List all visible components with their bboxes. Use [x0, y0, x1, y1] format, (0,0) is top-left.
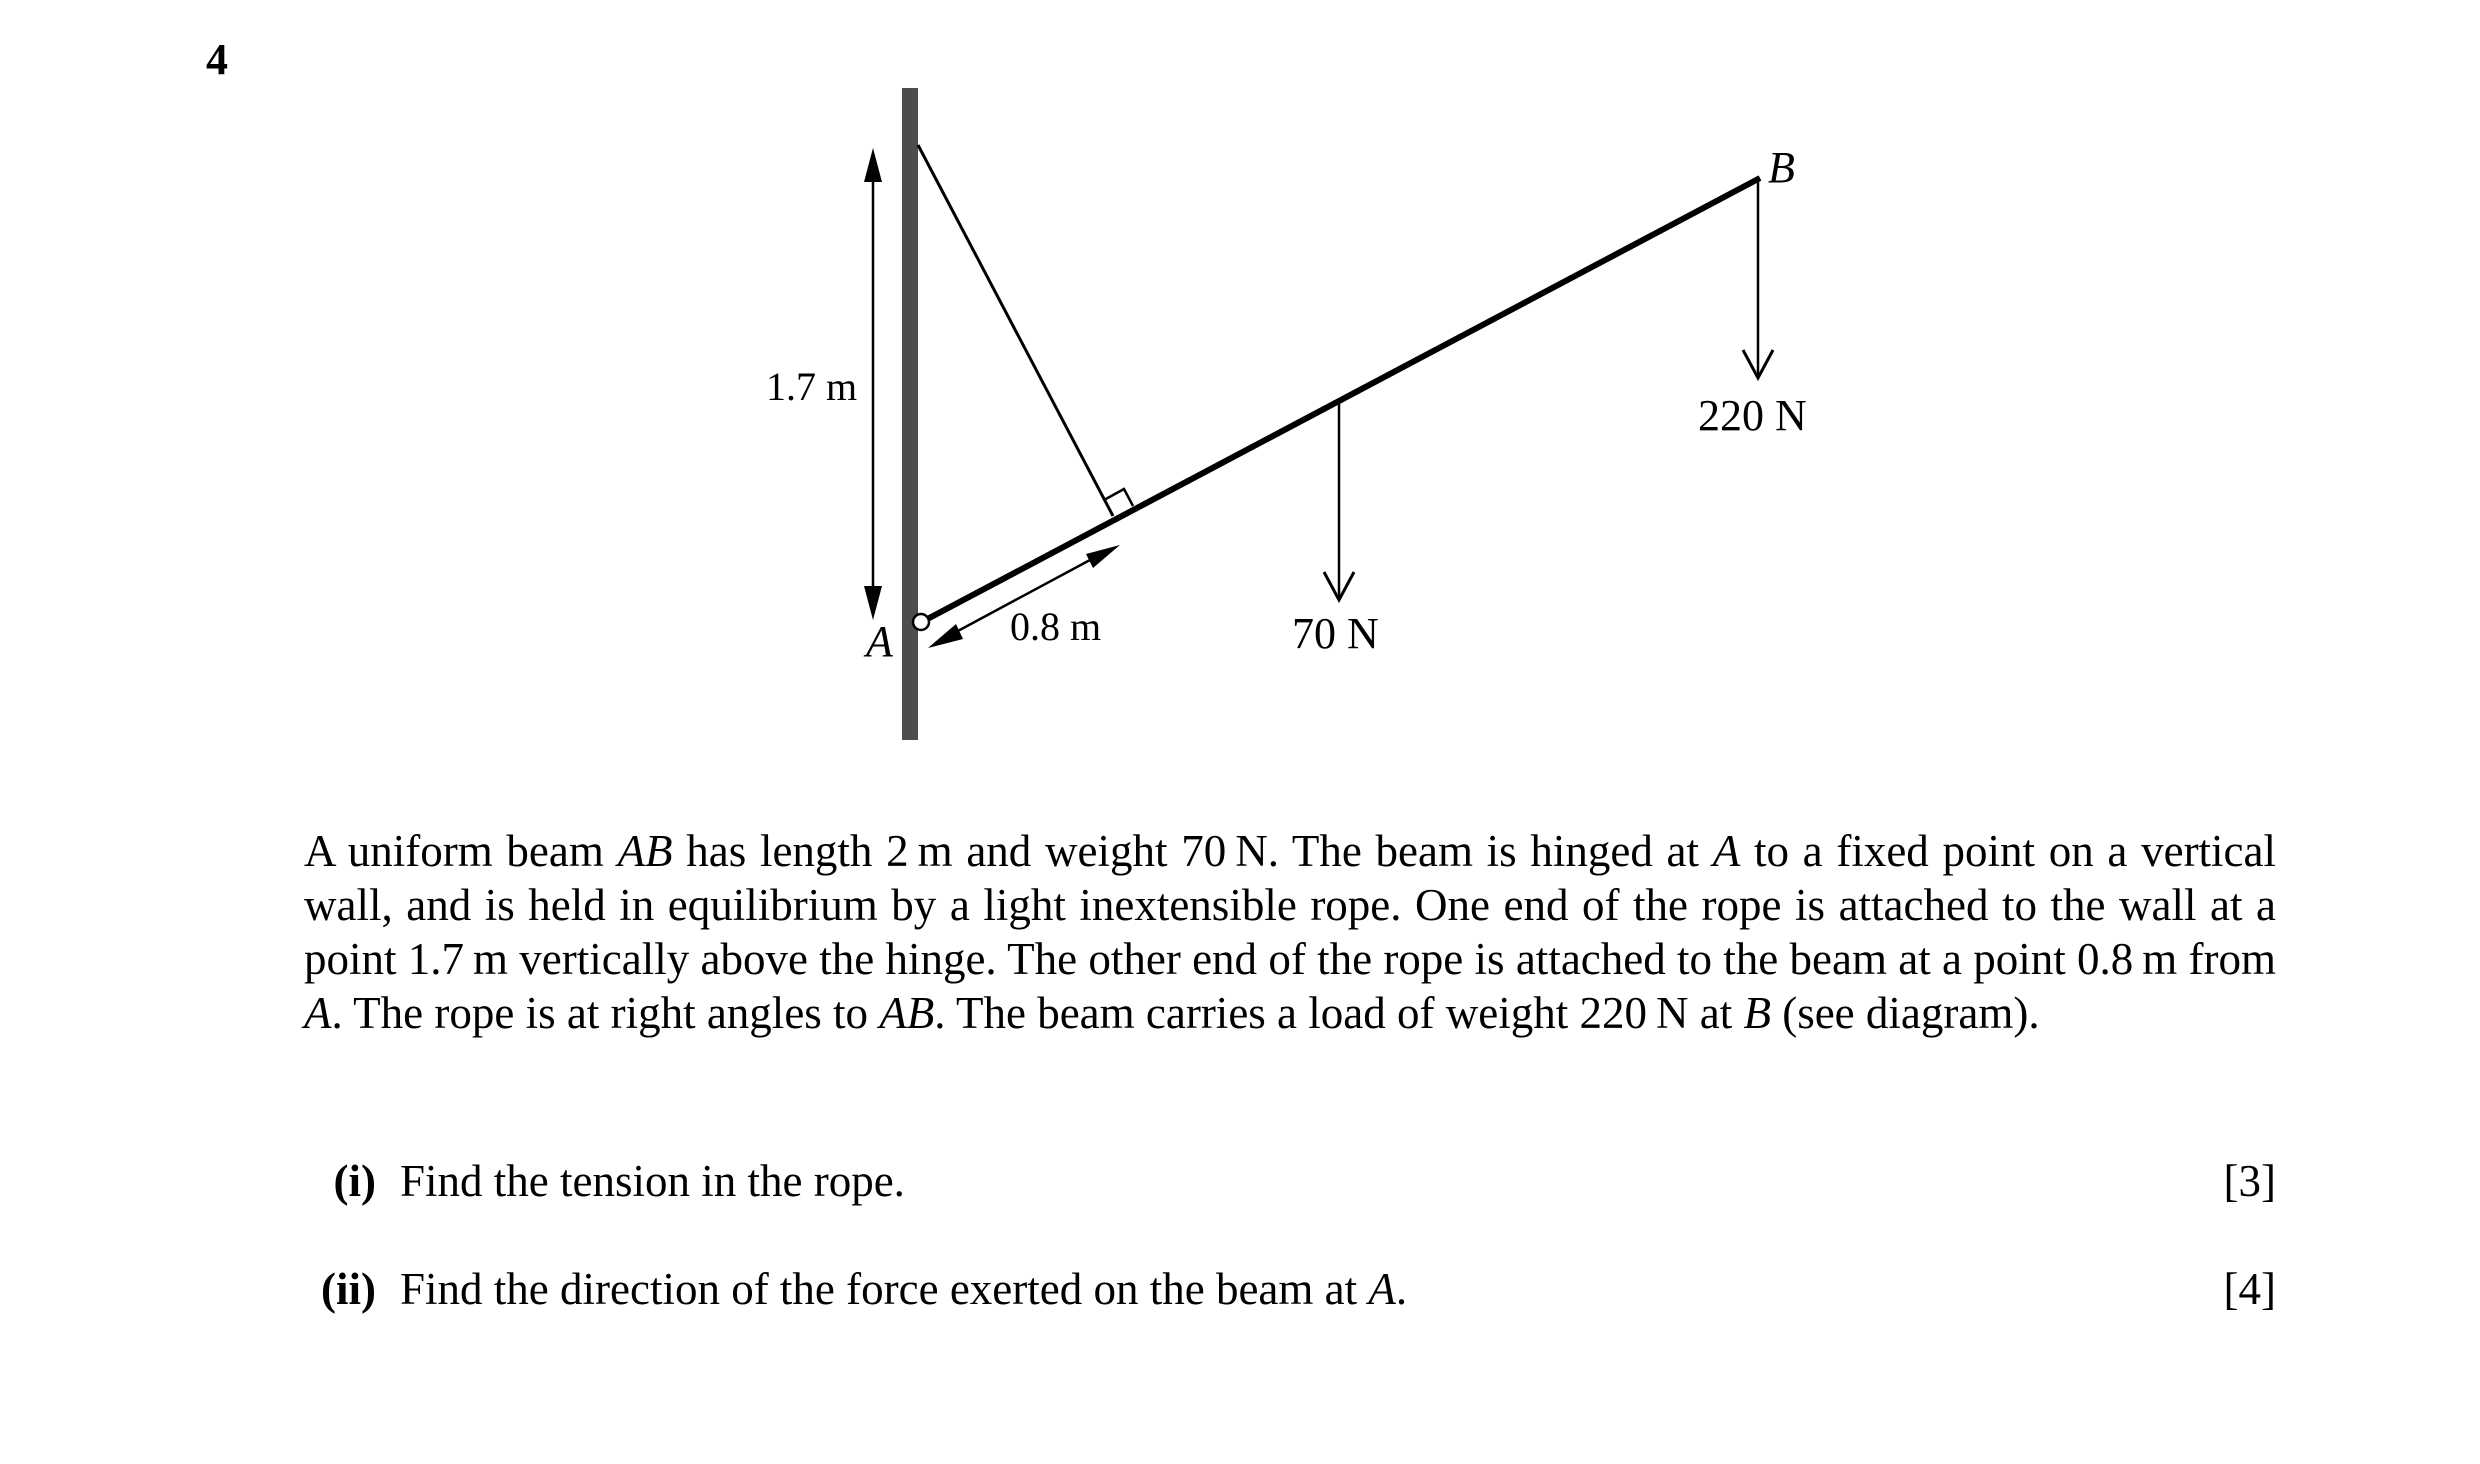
beam-weight-label: 70 N	[1292, 609, 1379, 658]
right-angle-marker	[1104, 489, 1133, 506]
part-text: Find the tension in the rope.	[400, 1156, 905, 1206]
height-label: 1.7 m	[766, 364, 858, 409]
height-dimension	[864, 148, 882, 620]
distance-label: 0.8 m	[1010, 604, 1102, 649]
wall	[902, 88, 918, 740]
beam-weight-arrow	[1324, 402, 1354, 600]
hinge	[913, 614, 929, 630]
part-label: (i)	[333, 1156, 376, 1206]
load-arrow	[1743, 180, 1773, 378]
question-text: A uniform beam AB has length 2 m and weight 70 N. The beam is hinged at A to a fixed point on a vertical wall, and is held in equilibrium by a light inextensible rope. One end of the rope is attached to the wall at a point 1.7 m vertically above the hinge. The other end of the rope is attached to the beam at a point 0.8 m from A. The rope is at right angles to AB. The beam carries a load of weight 220 N at B (see diagram).	[304, 826, 2277, 1038]
question-number: 4	[206, 35, 228, 84]
point-a-label: A	[866, 617, 893, 666]
part-marks: [4]	[2223, 1264, 2276, 1314]
point-b-label: B	[1768, 143, 1795, 192]
part-label: (ii)	[321, 1264, 376, 1314]
part-marks: [3]	[2223, 1156, 2276, 1206]
part-i	[304, 1154, 2276, 1208]
load-label: 220 N	[1698, 391, 1807, 440]
part-text: Find the direction of the force exerted on the beam at A.	[400, 1264, 1408, 1314]
part-ii	[304, 1262, 2276, 1316]
rope	[918, 145, 1113, 516]
